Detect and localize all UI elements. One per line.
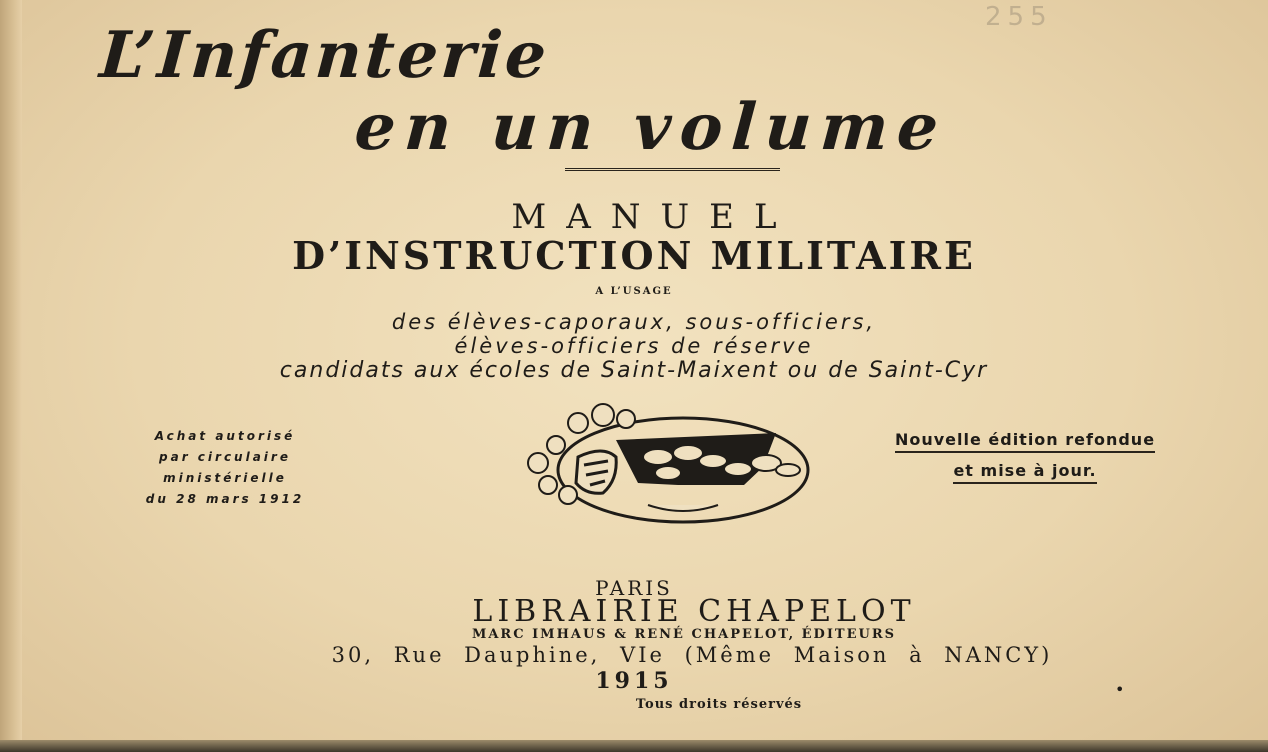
audience-line-3: candidats aux écoles de Saint-Maixent ou de Saint-Cyr bbox=[279, 358, 989, 383]
note-line: ministérielle bbox=[163, 471, 287, 485]
note-line: du 28 mars 1912 bbox=[145, 492, 305, 506]
publisher-address: 30, Rue Dauphine, VIe (Même Maison à NANCY) bbox=[331, 643, 1053, 667]
title-line-1: L’Infanterie bbox=[97, 18, 552, 93]
publisher-editors: MARC IMHAUS & RENÉ CHAPELOT, ÉDITEURS bbox=[471, 627, 897, 642]
oak-leaf-shield-emblem-icon bbox=[508, 395, 818, 530]
edition-line-1: Nouvelle édition refondue bbox=[895, 430, 1155, 453]
title-line-2: en un volume bbox=[352, 90, 950, 165]
subtitle-manuel: MANUEL bbox=[511, 197, 797, 237]
purchase-authorization-note bbox=[110, 426, 340, 510]
title-rule bbox=[565, 168, 780, 171]
page-bottom-edge bbox=[0, 740, 1268, 752]
note-line: par circulaire bbox=[159, 450, 291, 464]
edition-line-2: et mise à jour. bbox=[953, 461, 1096, 484]
note-line: Achat autorisé bbox=[154, 429, 296, 443]
ink-speck: • bbox=[1115, 680, 1125, 699]
publication-year: 1915 bbox=[595, 668, 673, 694]
audience-line-1: des élèves-caporaux, sous-officiers, bbox=[391, 310, 877, 334]
audience-line-2: élèves-officiers de réserve bbox=[454, 334, 814, 358]
subtitle-usage: A L’USAGE bbox=[595, 286, 673, 297]
publisher-name: LIBRAIRIE CHAPELOT bbox=[472, 594, 916, 629]
publisher-city: PARIS bbox=[595, 576, 673, 600]
subtitle-main: D’INSTRUCTION MILITAIRE bbox=[292, 233, 976, 278]
handwritten-mark: 255 bbox=[985, 2, 1053, 32]
new-edition-note bbox=[820, 430, 1230, 484]
rights-reserved: Tous droits réservés bbox=[635, 697, 803, 712]
